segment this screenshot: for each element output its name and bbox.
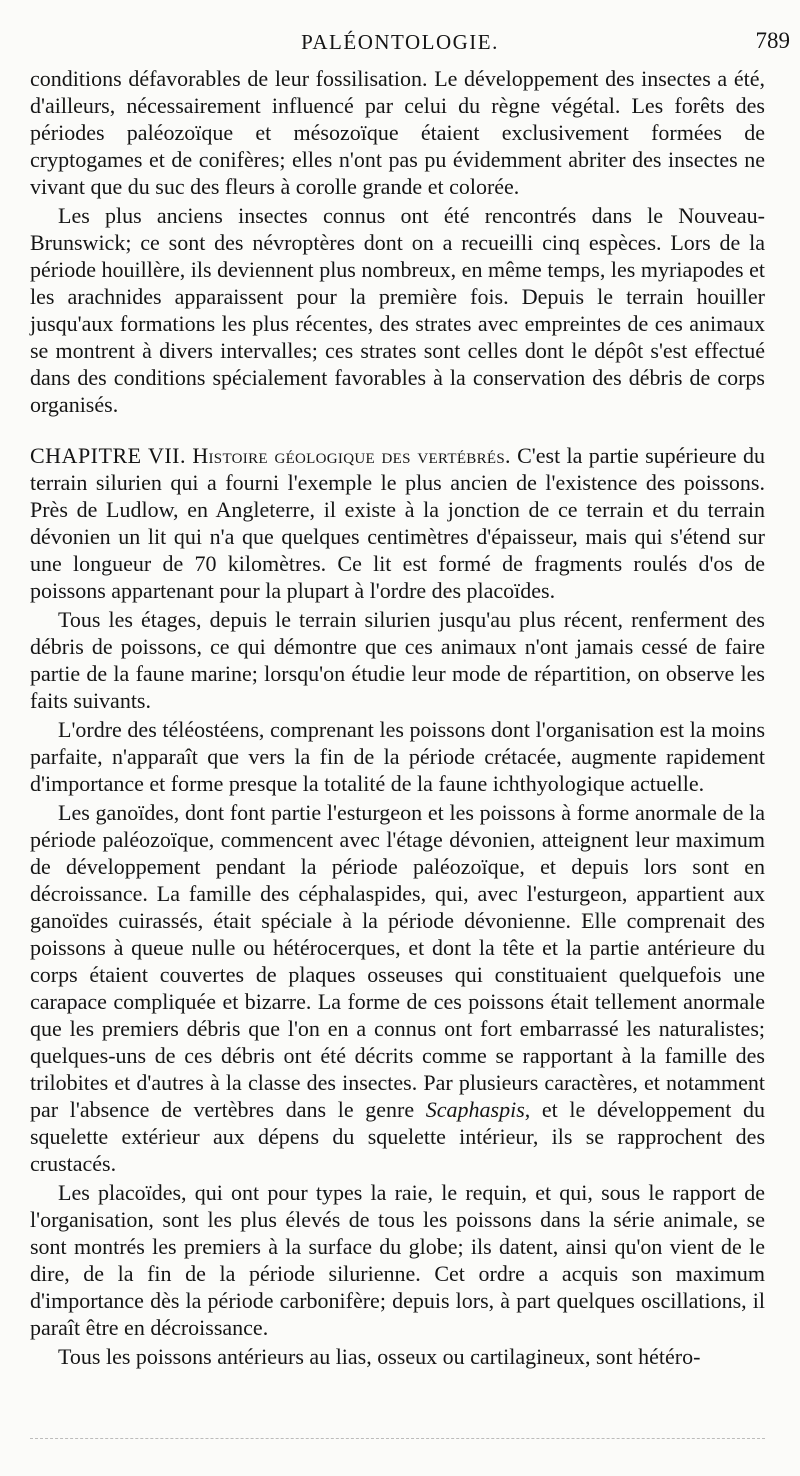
body-text [30, 65, 765, 1372]
paragraph-placoids: Les placoïdes, qui ont pour types la raie, le requin, et qui, sous le rapport de l'organisation, sont les plus élevés de tous les poissons dans la série animale, se sont montrés les premiers à la surface du globe; ils datent, ainsi qu'on vient de le dire, de la fin de la période silurienne. Cet ordre a acquis son maximum d'importance dès la période carbonifère; depuis lors, à part quelques oscillations, il paraît être en décroissance. [30, 1180, 765, 1340]
chapter-title: Histoire géologique des vertébrés. [192, 443, 511, 468]
paragraph-fish-stages: Tous les étages, depuis le terrain silurien jusqu'au plus récent, renferment des débris de poissons, ce qui démontre que ces animaux n'ont jamais cessé de faire partie de la faune marine; lorsqu'on étudie leur mode de répartition, on observe les faits suivants. [30, 607, 765, 713]
paragraph-oldest-insects: Les plus anciens insectes connus ont été rencontrés dans le Nouveau-Brunswick; ce sont des névroptères dont on a recueilli cinq espèces. Lors de la période houillère, ils deviennent plus nombreux, en même temps, les myriapodes et les arachnides apparaissent pour la première fois. Depuis le terrain houiller jusqu'aux formations les plus récentes, des strates avec empreintes de ces animaux se montrent à divers intervalles; ces strates sont celles dont le dépôt s'est effectué dans des conditions spécialement favorables à la conservation des débris de corps organisés. [30, 203, 765, 417]
chapter-label: CHAPITRE VII. [30, 443, 187, 468]
chapter-opening-paragraph [30, 442, 765, 604]
paragraph-teleosteans: L'ordre des téléostéens, comprenant les poissons dont l'organisation est la moins parfaite, n'apparaît que vers la fin de la période crétacée, augmente rapidement d'importance et forme presque la totalité de la faune ichthyologique actuelle. [30, 717, 765, 796]
paragraph-ganoids [30, 799, 765, 1177]
page-number: 789 [755, 28, 790, 53]
chapter-intro-text: C'est la partie supérieure du terrain silurien qui a fourni l'exemple le plus ancien de l'existence des poissons. Près de Ludlow, en Angleterre, il existe à la jonction de ce terrain et du terrain dévonien un lit qui n'a que quelques centimètres d'épaisseur, mais qui s'étend sur une longueur de 70 kilomètres. Ce lit est formé de fragments roulés d'os de poissons appartenant pour la plupart à l'ordre des placoïdes. [30, 443, 765, 603]
page-header [0, 30, 800, 62]
paragraph-pre-lias-fishes: Tous les poissons antérieurs au lias, osseux ou cartilagineux, sont hétéro- [58, 1344, 701, 1369]
genus-name: Scaphaspis [425, 1097, 525, 1122]
ganoids-text-part1: Les ganoïdes, dont font partie l'esturgeon et les poissons à forme anormale de la période paléozoïque, commencent avec l'étage dévonien, atteignent leur maximum de développement pendant la période paléozoïque, et depuis lors sont en décroissance. La famille des céphalaspides, qui, avec l'esturgeon, appartient aux ganoïdes cuirassés, était spéciale à la période dévonienne. Elle comprenait des poissons à queue nulle ou hétérocerques, et dont la tête et la partie antérieure du corps étaient couvertes de plaques osseuses qui constituaient quelquefois une carapace compliquée et bizarre. La forme de ces poissons était tellement anormale que les premiers débris que l'on en a connus ont fort embarrassé les naturalistes; quelques-uns de ces débris ont été décrits comme se rapportant à la famille des trilobites et d'autres à la classe des insectes. Par plusieurs caractères, et notamment par l'absence de vertèbres dans le genre [30, 800, 765, 1122]
running-title: PALÉONTOLOGIE. [301, 30, 499, 54]
paragraph-insect-fossilisation: conditions défavorables de leur fossilisation. Le développement des insectes a été, d'ailleurs, nécessairement influencé par celui du règne végétal. Les forêts des périodes paléozoïque et mésozoïque étaient exclusivement formées de cryptogames et de conifères; elles n'ont pas pu évidemment abriter des insectes ne vivant que du suc des fleurs à corolle grande et colorée. [30, 66, 765, 199]
ganoids-text-part2: , et le développement du squelette extérieur aux dépens du squelette intérieur, ils se rapprochent des crustacés. [30, 1097, 766, 1176]
footer-rule [30, 1438, 765, 1439]
